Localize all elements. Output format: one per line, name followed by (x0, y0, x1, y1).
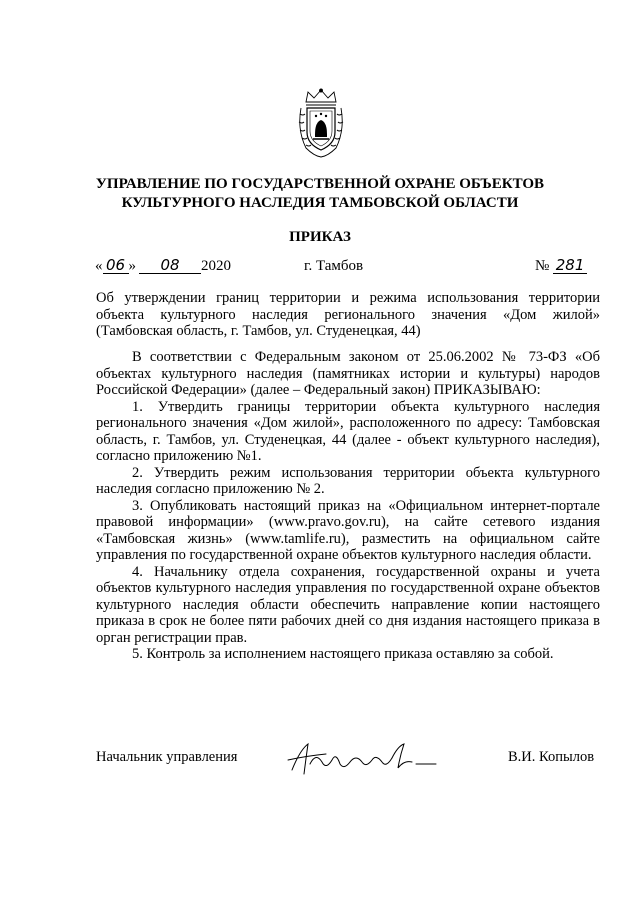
organization-name (0, 175, 640, 213)
tambov-region-coat-of-arms-icon (294, 88, 348, 160)
order-item-3: 3. Опубликовать настоящий приказ на «Официальном интернет-портале правовой информации» (www.pravo.gov.ru), на сайте сетевого издания «Тамбовская жизнь» (www.tamlife.ru), разместить на официальном сайте управления по государственной охране объектов культурного наследия области. (96, 497, 600, 563)
signature-block (0, 740, 640, 780)
date-month: 08 (139, 258, 201, 274)
city-label: г. Тамбов (304, 258, 364, 274)
order-item-5: 5. Контроль за исполнением настоящего приказа оставляю за собой. (132, 646, 554, 662)
date-number-row (0, 258, 640, 278)
date-day: 06 (103, 258, 129, 274)
quote-close: » (128, 258, 136, 274)
order-item-1: 1. Утвердить границы территории объекта культурного наследия регионального значения «Дом жилой», расположенного по адресу: Тамбовская область, г. Тамбов, ул. Студенецкая, 44 (далее - объект культурного наследия), согласно приложению №1. (96, 398, 600, 464)
order-subject: Об утверждении границ территории и режима использования территории объекта культурного наследия регионального значения «Дом жилой» (Тамбовская область, г. Тамбов, ул. Студенецкая, 44) (96, 290, 600, 339)
order-number (535, 258, 587, 275)
signer-position: Начальник управления (96, 749, 238, 765)
date-year: 2020 (201, 258, 231, 274)
signer-name: В.И. Копылов (508, 749, 595, 765)
order-item-2: 2. Утвердить режим использования территории объекта культурного наследия согласно приложению № 2. (96, 464, 600, 497)
document-title: ПРИКАЗ (289, 229, 351, 245)
organization-name-line-2: КУЛЬТУРНОГО НАСЛЕДИЯ ТАМБОВСКОЙ ОБЛАСТИ (121, 195, 519, 211)
order-body (96, 349, 600, 663)
order-date (95, 258, 231, 275)
order-item-4: 4. Начальнику отдела сохранения, государственной охраны и учета объектов культурного наследия управления по государственной охране объектов культурного наследия области обеспечить направление копии настоящего приказа в срок не более пяти рабочих дней со дня издания настоящего приказа в орган регистрации прав. (96, 563, 600, 646)
handwritten-signature-icon (286, 740, 456, 778)
order-number-value: 281 (553, 258, 587, 274)
quote-open: « (95, 258, 103, 274)
preamble-paragraph: В соответствии с Федеральным законом от 25.06.2002 № 73-ФЗ «Об объектах культурного наследия (памятниках истории и культуры) народов Российской Федерации» (далее – Федеральный закон) ПРИКАЗЫВАЮ: (96, 349, 600, 398)
organization-name-line-1: УПРАВЛЕНИЕ ПО ГОСУДАРСТВЕННОЙ ОХРАНЕ ОБЪЕКТОВ (95, 176, 545, 192)
number-sign: № (535, 258, 550, 274)
